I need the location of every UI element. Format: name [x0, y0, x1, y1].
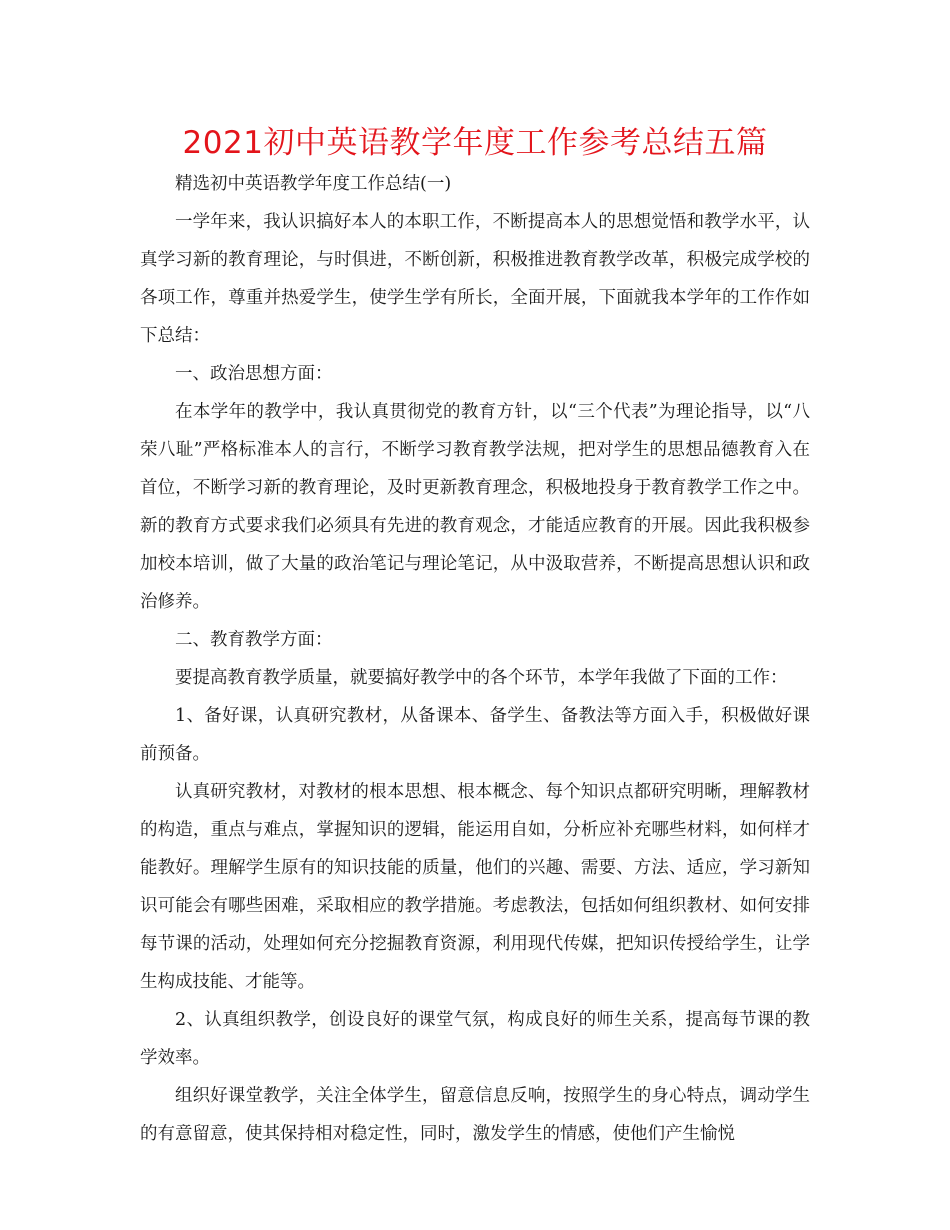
paragraph-political: 在本学年的教学中，我认真贯彻党的教育方针，以“三个代表”为理论指导，以“八荣八耻”严格标准本人的言行，不断学习教育教学法规，把对学生的思想品德教育入在首位，不断学习新的教育理论，及时更新教育理念，积极地投身于教育教学工作之中。新的教育方式要求我们必须具有先进的教育观念，才能适应教育的开展。因此我积极参加校本培训，做了大量的政治笔记与理论笔记，从中汲取营养，不断提高思想认识和政治修养。 [140, 402, 810, 612]
paragraph-classroom: 组织好课堂教学，关注全体学生，留意信息反响，按照学生的身心特点，调动学生的有意留意，使其保持相对稳定性，同时，激发学生的情感，使他们产生愉悦 [140, 1086, 810, 1144]
paragraph-study-materials: 认真研究教材，对教材的根本思想、根本概念、每个知识点都研究明晰，理解教材的构造，重点与难点，掌握知识的逻辑，能运用自如，分析应补充哪些材料，如何样才能教好。理解学生原有的知识技能的质量，他们的兴趣、需要、方法、适应，学习新知识可能会有哪些困难，采取相应的教学措施。考虑教法，包括如何组织教材、如何安排每节课的活动，处理如何充分挖掘教育资源，利用现代传媒，把知识传授给学生，让学生构成技能、才能等。 [140, 782, 810, 992]
document-body [140, 165, 810, 1153]
paragraph-teaching-intro: 要提高教育教学质量，就要搞好教学中的各个环节，本学年我做了下面的工作： [175, 668, 788, 688]
paragraph-subtitle: 精选初中英语教学年度工作总结(一) [175, 174, 452, 194]
section-heading-political: 一、政治思想方面： [175, 364, 333, 384]
document-title: 2021初中英语教学年度工作参考总结五篇 [182, 125, 768, 161]
list-item-prepare-lessons: 1、备好课，认真研究教材，从备课本、备学生、备教法等方面入手，积极做好课前预备。 [140, 706, 810, 764]
section-heading-teaching: 二、教育教学方面： [175, 630, 333, 650]
list-item-organize-teaching: 2、认真组织教学，创设良好的课堂气氛，构成良好的师生关系，提高每节课的教学效率。 [140, 1010, 810, 1068]
paragraph-intro: 一学年来，我认识搞好本人的本职工作，不断提高本人的思想觉悟和教学水平，认真学习新的教育理论，与时俱进，不断创新，积极推进教育教学改革，积极完成学校的各项工作，尊重并热爱学生，使学生学有所长，全面开展，下面就我本学年的工作作如下总结： [140, 212, 810, 346]
